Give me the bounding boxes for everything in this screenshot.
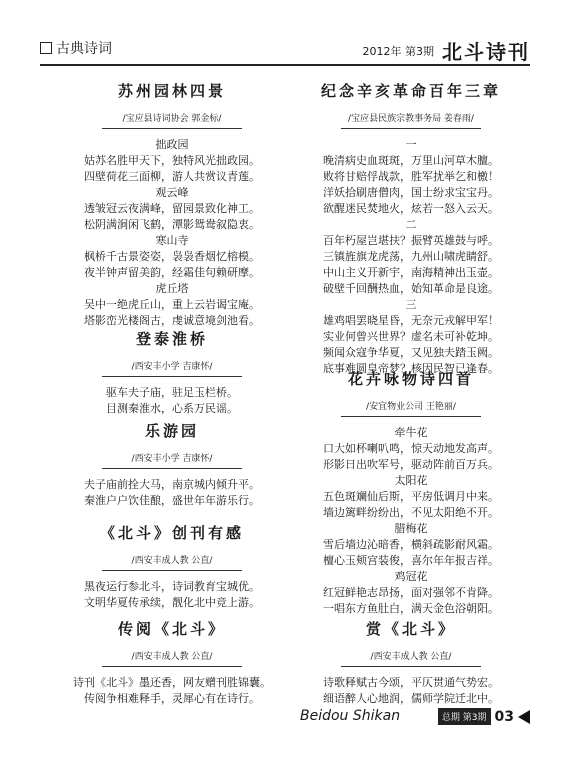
poem-title: 乐游园: [144, 422, 199, 440]
footer-right: [438, 708, 530, 725]
header-right: [363, 36, 531, 65]
poem-line: 红冠鲜艳志昂扬，面对强邻不肯降。: [323, 586, 499, 599]
poem-line: 墙边篱畔纷纷出，不见太阳绝不开。: [323, 506, 499, 519]
poem-line: 百年朽屋岂堪扶？振臂英雄鼓与呼。: [323, 234, 499, 247]
poem-line: 目测秦淮水，心系万民谣。: [106, 402, 238, 415]
poem-author: /西安丰成人教 公直/: [131, 556, 213, 566]
poem: [57, 522, 287, 611]
poem-title: 《北斗》创刊有感: [99, 524, 244, 542]
poem-title: 纪念辛亥革命百年三章: [320, 82, 501, 100]
poem-line: 文明华夏传承续，靓化北中竞上游。: [84, 596, 260, 609]
poem-subtitle: 牵牛花: [394, 426, 428, 439]
issue-label: 2012年 第3期: [362, 44, 434, 58]
journal-name: 北斗诗刊: [442, 40, 530, 64]
poem-line: 夫子庙前拴大马，南京城内倾升平。: [84, 478, 260, 491]
poem-title: 登泰淮桥: [135, 330, 208, 348]
author-underline: [102, 468, 242, 469]
poem-line: 五色斑斓仙后斯，平房低调月中来。: [323, 490, 499, 503]
poem: [57, 328, 287, 417]
author-underline: [102, 128, 242, 129]
page-number: 03: [494, 708, 514, 725]
poem-line: 频闻众寇争华夏，又见独夫踏玉阙。: [323, 346, 499, 359]
poem-line: 底事难圆皇帝梦？核因民智已逢春。: [323, 362, 499, 375]
poem-line: 塔影峦光楼阁古，虔诚意境剑池看。: [84, 314, 260, 327]
poem-line: 枫桥千古景姿姿，袅袅香烟忆榕模。: [84, 250, 260, 263]
poem-line: 诗歌释赋古今颂，平仄贯通气势宏。: [323, 676, 499, 689]
poem-line: 驱车夫子庙，驻足玉栏桥。: [106, 386, 238, 399]
poem-line: 吴中一绝虎丘山，重上云岩谒宝庵。: [84, 298, 260, 311]
poem-subtitle: 拙政园: [155, 138, 189, 151]
poem-subtitle: 寒山寺: [155, 234, 189, 247]
poem-subtitle: 一: [405, 138, 417, 151]
author-underline: [102, 666, 242, 667]
poem-author: /西安丰成人教 公直/: [131, 652, 213, 662]
poem: [296, 80, 526, 377]
poem: [57, 618, 287, 707]
poem-line: 透皱冠云夜满峰，留园景致化神工。: [84, 202, 260, 215]
header-rule: [40, 64, 530, 66]
author-underline: [102, 570, 242, 571]
poem: [296, 618, 526, 707]
poem-title: 赏《北斗》: [365, 620, 456, 638]
poem-line: 雄鸡唱罢晓星昏，无奈元戎解甲军！: [323, 314, 499, 327]
total-issue-badge: 总期 第3期: [438, 708, 491, 725]
poem-line: 破壁千回酬热血，始知革命是良途。: [323, 282, 499, 295]
poem-line: 黑夜运行参北斗，诗词教育宝城优。: [84, 580, 260, 593]
poem-line: 欲醒迷民焚地火，炫若一怒入云天。: [323, 202, 499, 215]
poem-line: 败将甘赔俘战款，胜军扰举乞和檄！: [323, 170, 499, 183]
poem-subtitle: 二: [405, 218, 417, 231]
poem-line: 夜半钟声留美韵，经霜佳句赖研摩。: [84, 266, 260, 279]
poem: [296, 368, 526, 617]
poem-author: /西安丰小学 吉康怀/: [131, 362, 213, 372]
poem-subtitle: 腊梅花: [394, 522, 428, 535]
poem-author: /安宜物业公司 王艳丽/: [366, 402, 456, 412]
poem-line: 实业何曾兴世界？虚名未可补乾坤。: [323, 330, 499, 343]
section-label: [40, 38, 112, 58]
poem-subtitle: 鸡冠花: [394, 570, 428, 583]
author-underline: [102, 376, 242, 377]
poem-line: 四壁荷花三面柳，游人共赏议青莲。: [84, 170, 260, 183]
poem-author: /宝应县诗词协会 郭金标/: [122, 114, 222, 124]
page-header: [40, 36, 530, 64]
author-underline: [341, 128, 481, 129]
journal-pinyin: Beidou Shikan: [300, 708, 401, 724]
poem-title: 花卉咏物诗四首: [347, 370, 474, 388]
poem: [57, 80, 287, 329]
author-underline: [341, 666, 481, 667]
page-footer: [300, 708, 530, 730]
poem-line: 檀心玉颊宫装俊，喜尔年年报吉祥。: [323, 554, 499, 567]
poem-line: 三镇旌旗龙虎荡，九州山啸虎睛舒。: [323, 250, 499, 263]
poem-line: 诗刊《北斗》墨还香，网友赠刊胜锦囊。: [73, 676, 271, 689]
poem-line: 传阅争相难释手，灵犀心有在诗行。: [84, 692, 260, 705]
poem-line: 一唱东方鱼肚白，满天金色浴朝阳。: [323, 602, 499, 615]
poem-author: /宝应县民族宗教事务局 姜春雨/: [348, 114, 474, 124]
poem-line: 秦淮户户饮佳酿，盛世年年游乐行。: [84, 494, 260, 507]
author-underline: [341, 416, 481, 417]
section-label-text: 古典诗词: [56, 41, 112, 57]
poem-title: 传阅《北斗》: [117, 620, 226, 638]
poem-line: 姑苏名胜甲天下，独特风光拙政园。: [84, 154, 260, 167]
poem: [57, 420, 287, 509]
poem-line: 细语醉人心地润，儒师学院迁北中。: [323, 692, 499, 705]
poem-subtitle: 三: [405, 298, 417, 311]
triangle-left-icon: [518, 710, 530, 724]
poem-line: 松阴满涧闲飞鹤，潭影鸳鸯叙隐衷。: [84, 218, 260, 231]
poem-line: 形影日出吹军号，驱动阵前百万兵。: [323, 458, 499, 471]
poem-line: 雪后墙边沁暗香，横斜疏影耐风霜。: [323, 538, 499, 551]
poem-line: 口大如杯喇叭鸣，惊天动地发高声。: [323, 442, 499, 455]
poem-title: 苏州园林四景: [117, 82, 226, 100]
square-icon: [40, 42, 52, 54]
poem-line: 中山主义开新宇，南海精神出玉壶。: [323, 266, 499, 279]
poem-subtitle: 观云峰: [155, 186, 189, 199]
poem-author: /西安丰成人教 公直/: [370, 652, 452, 662]
poem-line: 洋妖拾刷唐僧肉，国士纷求宝宝丹。: [323, 186, 499, 199]
poem-subtitle: 虎丘塔: [155, 282, 189, 295]
poem-line: 晚清病史血斑斑，万里山河草木膻。: [323, 154, 499, 167]
poem-subtitle: 太阳花: [394, 474, 428, 487]
poem-author: /西安丰小学 吉康怀/: [131, 454, 213, 464]
